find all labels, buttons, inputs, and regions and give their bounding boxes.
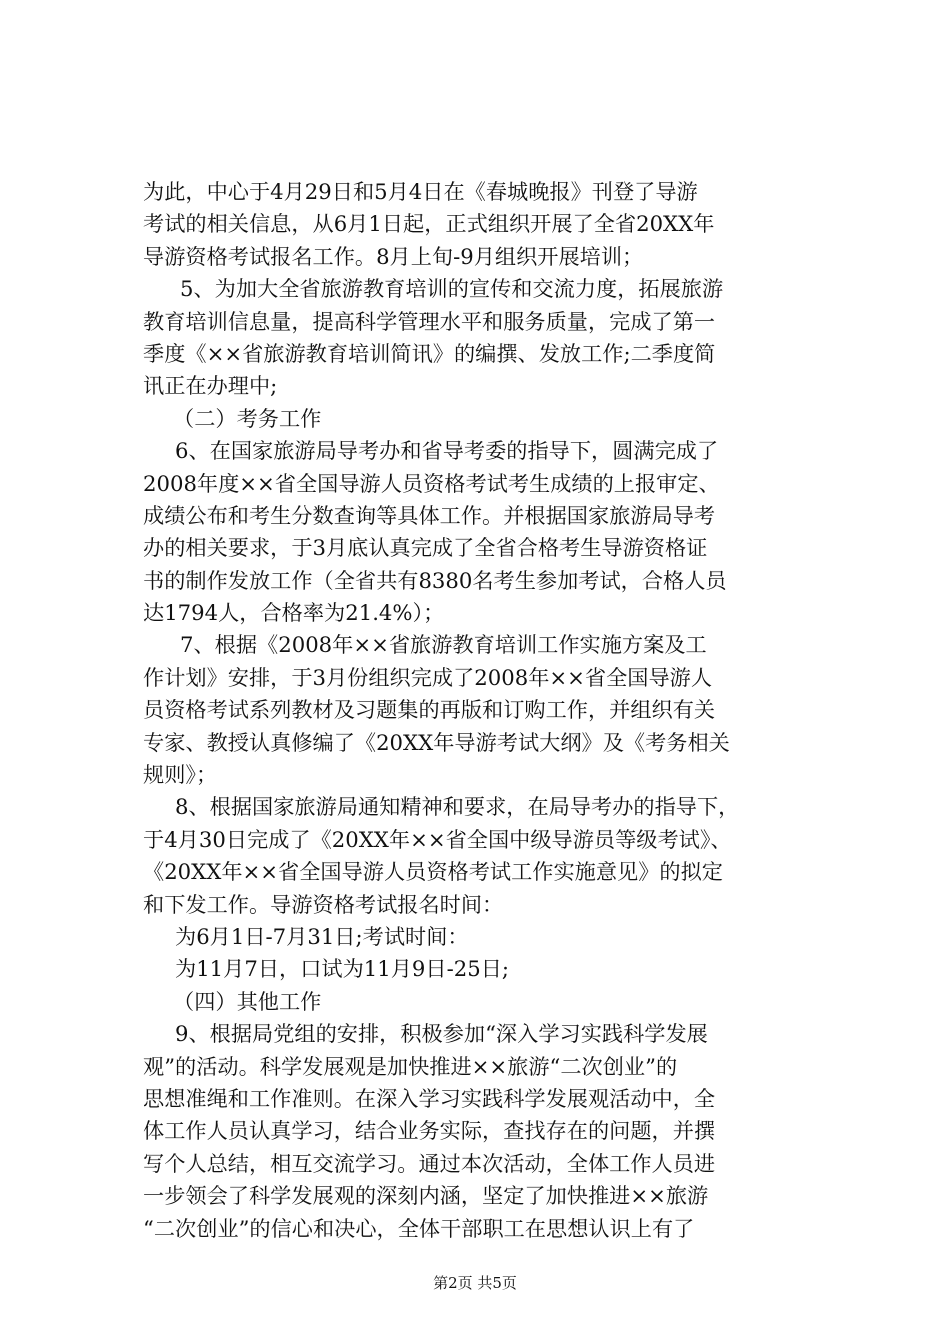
text-line: 8、根据国家旅游局通知精神和要求，在局导考办的指导下，: [175, 794, 740, 820]
text-line: 教育培训信息量，提高科学管理水平和服务质量，完成了第一: [143, 308, 716, 334]
text-line: 达1794人，合格率为21.4%）；: [143, 600, 445, 626]
text-line: 成绩公布和考生分数查询等具体工作。并根据国家旅游局导考: [143, 502, 716, 528]
text-line: 导游资格考试报名工作。8月上旬-9月组织开展培训；: [143, 243, 644, 269]
text-line: 《20XX年××省全国导游人员资格考试工作实施意见》的拟定: [143, 859, 723, 885]
text-line: 办的相关要求，于3月底认真完成了全省合格考生导游资格证: [143, 535, 708, 561]
text-line: 作计划》安排，于3月份组织完成了2008年××省全国导游人: [143, 664, 713, 690]
text-line: 考试的相关信息，从6月1日起，正式组织开展了全省20XX年: [143, 211, 715, 237]
text-line: 9、根据局党组的安排，积极参加“深入学习实践科学发展: [175, 1021, 708, 1047]
text-line: 和下发工作。导游资格考试报名时间：: [143, 891, 504, 917]
text-line: 于4月30日完成了《20XX年××省全国中级导游员等级考试》、: [143, 826, 732, 852]
text-line: 书的制作发放工作（全省共有8380名考生参加考试，合格人员: [143, 567, 727, 593]
text-line: 为此，中心于4月29日和5月4日在《春城晚报》刊登了导游: [143, 179, 698, 204]
text-line: 员资格考试系列教材及习题集的再版和订购工作，并组织有关: [143, 697, 716, 723]
document-body: [143, 176, 833, 1245]
text-line: 思想准绳和工作准则。在深入学习实践科学发展观活动中，全: [143, 1085, 716, 1111]
text-line: 讯正在办理中;: [143, 373, 278, 399]
text-line: 体工作人员认真学习，结合业务实际，查找存在的问题，并撰: [143, 1118, 716, 1144]
page-footer: 第2页 共5页: [433, 1274, 517, 1292]
text-line: 为6月1日-7月31日;考试时间：: [175, 923, 469, 949]
text-line: 5、为加大全省旅游教育培训的宣传和交流力度，拓展旅游: [180, 276, 724, 302]
text-line: 季度《××省旅游教育培训简讯》的编撰、发放工作;二季度简: [143, 340, 716, 366]
text-line: 一步领会了科学发展观的深刻内涵，坚定了加快推进××旅游: [143, 1183, 709, 1209]
text-line: 为11月7日，口试为11月9日-25日;: [175, 956, 510, 982]
text-line: 观”的活动。科学发展观是加快推进××旅游“二次创业”的: [143, 1053, 678, 1079]
text-line: 写个人总结，相互交流学习。通过本次活动，全体工作人员进: [143, 1150, 716, 1176]
text-line: 6、在国家旅游局导考办和省导考委的指导下，圆满完成了: [175, 438, 719, 464]
text-line: 专家、教授认真修编了《20XX年导游考试大纲》及《考务相关: [143, 729, 730, 755]
text-line: 2008年度××省全国导游人员资格考试考生成绩的上报审定、: [143, 470, 720, 496]
text-line: “二次创业”的信心和决心，全体干部职工在思想认识上有了: [143, 1215, 695, 1241]
text-line: （二）考务工作: [173, 405, 322, 431]
text-line: 规则》；: [143, 762, 218, 788]
text-line: 7、根据《2008年××省旅游教育培训工作实施方案及工: [180, 632, 707, 658]
text-line: （四）其他工作: [173, 988, 322, 1014]
